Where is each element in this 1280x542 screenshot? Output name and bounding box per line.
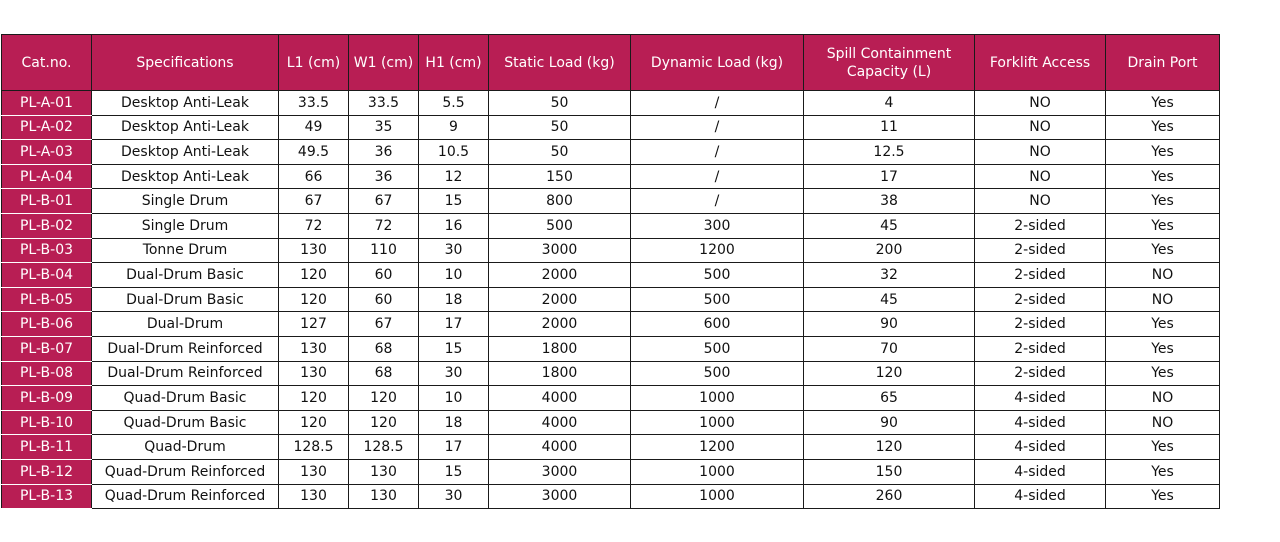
cell-spill-capacity: 150 [804,459,975,484]
cell-l1: 130 [279,361,349,386]
cell-forklift-access: 2-sided [975,213,1106,238]
cell-w1: 68 [349,361,419,386]
cell-drain-port: NO [1106,410,1220,435]
cell-forklift-access: NO [975,140,1106,165]
cell-dynamic-load: 1000 [631,386,804,411]
cell-w1: 72 [349,213,419,238]
cell-h1: 30 [419,484,489,509]
cell-spill-capacity: 200 [804,238,975,263]
table-body [2,91,1220,509]
header-cat-no: Cat.no. [2,35,92,91]
cell-drain-port: Yes [1106,115,1220,140]
cell-drain-port: Yes [1106,140,1220,165]
cell-w1: 68 [349,336,419,361]
cell-forklift-access: NO [975,115,1106,140]
cell-cat-no: PL-B-01 [2,189,92,214]
cell-spill-capacity: 65 [804,386,975,411]
table-row [2,140,1220,165]
cell-cat-no: PL-B-02 [2,213,92,238]
cell-forklift-access: 2-sided [975,312,1106,337]
cell-h1: 17 [419,312,489,337]
cell-cat-no: PL-B-03 [2,238,92,263]
cell-drain-port: Yes [1106,312,1220,337]
table-row [2,164,1220,189]
cell-h1: 10.5 [419,140,489,165]
cell-l1: 33.5 [279,91,349,116]
cell-forklift-access: 2-sided [975,287,1106,312]
cell-forklift-access: 2-sided [975,336,1106,361]
cell-w1: 35 [349,115,419,140]
cell-dynamic-load: 1000 [631,410,804,435]
cell-w1: 36 [349,164,419,189]
cell-static-load: 500 [489,213,631,238]
header-drain-port: Drain Port [1106,35,1220,91]
cell-static-load: 3000 [489,484,631,509]
cell-cat-no: PL-B-10 [2,410,92,435]
cell-forklift-access: NO [975,91,1106,116]
header-spill-capacity: Spill Containment Capacity (L) [804,35,975,91]
cell-specification: Quad-Drum [92,435,279,460]
table-row [2,361,1220,386]
cell-l1: 130 [279,238,349,263]
cell-spill-capacity: 11 [804,115,975,140]
cell-spill-capacity: 120 [804,435,975,460]
cell-l1: 49.5 [279,140,349,165]
cell-cat-no: PL-B-04 [2,263,92,288]
cell-dynamic-load: / [631,164,804,189]
cell-spill-capacity: 38 [804,189,975,214]
cell-cat-no: PL-A-03 [2,140,92,165]
header-dynamic-load: Dynamic Load (kg) [631,35,804,91]
cell-l1: 49 [279,115,349,140]
cell-static-load: 1800 [489,361,631,386]
cell-spill-capacity: 17 [804,164,975,189]
cell-drain-port: Yes [1106,484,1220,509]
cell-specification: Quad-Drum Reinforced [92,459,279,484]
cell-drain-port: NO [1106,263,1220,288]
table-row [2,435,1220,460]
cell-dynamic-load: 500 [631,336,804,361]
cell-forklift-access: NO [975,189,1106,214]
table-row [2,189,1220,214]
cell-l1: 120 [279,287,349,312]
header-static-load: Static Load (kg) [489,35,631,91]
table-row [2,213,1220,238]
cell-w1: 60 [349,287,419,312]
cell-spill-capacity: 4 [804,91,975,116]
cell-spill-capacity: 70 [804,336,975,361]
cell-h1: 30 [419,361,489,386]
cell-forklift-access: NO [975,164,1106,189]
cell-h1: 15 [419,459,489,484]
cell-forklift-access: 4-sided [975,435,1106,460]
cell-w1: 130 [349,484,419,509]
cell-drain-port: Yes [1106,189,1220,214]
cell-dynamic-load: 300 [631,213,804,238]
cell-specification: Dual-Drum Reinforced [92,336,279,361]
table-row [2,336,1220,361]
header-l1: L1 (cm) [279,35,349,91]
table-row [2,410,1220,435]
cell-w1: 120 [349,410,419,435]
cell-dynamic-load: 1200 [631,435,804,460]
cell-cat-no: PL-B-05 [2,287,92,312]
table-row [2,312,1220,337]
table-row [2,263,1220,288]
header-row [2,35,1220,91]
cell-w1: 67 [349,312,419,337]
cell-dynamic-load: / [631,115,804,140]
cell-l1: 72 [279,213,349,238]
cell-h1: 15 [419,189,489,214]
cell-dynamic-load: 600 [631,312,804,337]
cell-dynamic-load: / [631,140,804,165]
cell-l1: 66 [279,164,349,189]
cell-forklift-access: 4-sided [975,410,1106,435]
cell-specification: Desktop Anti-Leak [92,91,279,116]
table-row [2,238,1220,263]
cell-spill-capacity: 90 [804,410,975,435]
cell-w1: 110 [349,238,419,263]
cell-l1: 128.5 [279,435,349,460]
cell-l1: 67 [279,189,349,214]
header-specifications: Specifications [92,35,279,91]
header-h1: H1 (cm) [419,35,489,91]
spec-table [1,34,1220,509]
cell-specification: Desktop Anti-Leak [92,164,279,189]
cell-static-load: 2000 [489,263,631,288]
cell-static-load: 1800 [489,336,631,361]
cell-drain-port: Yes [1106,459,1220,484]
cell-l1: 120 [279,263,349,288]
cell-h1: 5.5 [419,91,489,116]
cell-l1: 130 [279,484,349,509]
cell-static-load: 4000 [489,410,631,435]
cell-forklift-access: 2-sided [975,263,1106,288]
cell-w1: 128.5 [349,435,419,460]
cell-static-load: 50 [489,140,631,165]
cell-specification: Desktop Anti-Leak [92,140,279,165]
cell-spill-capacity: 12.5 [804,140,975,165]
cell-w1: 33.5 [349,91,419,116]
cell-specification: Quad-Drum Basic [92,410,279,435]
cell-cat-no: PL-B-07 [2,336,92,361]
cell-drain-port: Yes [1106,238,1220,263]
cell-specification: Single Drum [92,189,279,214]
cell-cat-no: PL-A-04 [2,164,92,189]
header-forklift-access: Forklift Access [975,35,1106,91]
cell-w1: 130 [349,459,419,484]
cell-specification: Desktop Anti-Leak [92,115,279,140]
cell-drain-port: NO [1106,386,1220,411]
cell-dynamic-load: 1000 [631,459,804,484]
cell-forklift-access: 2-sided [975,361,1106,386]
cell-static-load: 4000 [489,386,631,411]
cell-l1: 127 [279,312,349,337]
cell-static-load: 150 [489,164,631,189]
cell-h1: 12 [419,164,489,189]
cell-cat-no: PL-A-02 [2,115,92,140]
table-row [2,287,1220,312]
cell-specification: Dual-Drum Basic [92,263,279,288]
table-row [2,484,1220,509]
cell-drain-port: Yes [1106,336,1220,361]
cell-h1: 17 [419,435,489,460]
cell-static-load: 50 [489,115,631,140]
cell-drain-port: Yes [1106,361,1220,386]
cell-spill-capacity: 120 [804,361,975,386]
cell-cat-no: PL-A-01 [2,91,92,116]
cell-l1: 120 [279,410,349,435]
cell-h1: 10 [419,386,489,411]
cell-h1: 10 [419,263,489,288]
cell-cat-no: PL-B-12 [2,459,92,484]
table-row [2,459,1220,484]
cell-specification: Dual-Drum Reinforced [92,361,279,386]
cell-h1: 18 [419,410,489,435]
cell-specification: Single Drum [92,213,279,238]
cell-drain-port: Yes [1106,91,1220,116]
table-row [2,386,1220,411]
cell-forklift-access: 4-sided [975,484,1106,509]
cell-dynamic-load: 500 [631,287,804,312]
cell-w1: 60 [349,263,419,288]
cell-h1: 30 [419,238,489,263]
cell-static-load: 4000 [489,435,631,460]
cell-spill-capacity: 90 [804,312,975,337]
cell-specification: Quad-Drum Reinforced [92,484,279,509]
cell-l1: 130 [279,336,349,361]
cell-h1: 9 [419,115,489,140]
cell-specification: Tonne Drum [92,238,279,263]
cell-cat-no: PL-B-09 [2,386,92,411]
cell-drain-port: Yes [1106,213,1220,238]
cell-h1: 18 [419,287,489,312]
cell-spill-capacity: 260 [804,484,975,509]
cell-cat-no: PL-B-08 [2,361,92,386]
cell-specification: Quad-Drum Basic [92,386,279,411]
cell-spill-capacity: 32 [804,263,975,288]
cell-drain-port: Yes [1106,435,1220,460]
cell-dynamic-load: 500 [631,361,804,386]
cell-forklift-access: 4-sided [975,459,1106,484]
cell-drain-port: Yes [1106,164,1220,189]
cell-static-load: 2000 [489,287,631,312]
cell-dynamic-load: 1200 [631,238,804,263]
cell-static-load: 800 [489,189,631,214]
cell-dynamic-load: 1000 [631,484,804,509]
cell-h1: 15 [419,336,489,361]
header-w1: W1 (cm) [349,35,419,91]
table-row [2,91,1220,116]
cell-dynamic-load: / [631,189,804,214]
cell-static-load: 50 [489,91,631,116]
spec-table-container [1,34,1220,509]
cell-static-load: 2000 [489,312,631,337]
cell-cat-no: PL-B-11 [2,435,92,460]
cell-specification: Dual-Drum [92,312,279,337]
cell-drain-port: NO [1106,287,1220,312]
cell-w1: 67 [349,189,419,214]
cell-forklift-access: 2-sided [975,238,1106,263]
table-row [2,115,1220,140]
cell-dynamic-load: 500 [631,263,804,288]
cell-cat-no: PL-B-13 [2,484,92,509]
cell-h1: 16 [419,213,489,238]
cell-dynamic-load: / [631,91,804,116]
cell-w1: 36 [349,140,419,165]
cell-specification: Dual-Drum Basic [92,287,279,312]
cell-static-load: 3000 [489,459,631,484]
cell-cat-no: PL-B-06 [2,312,92,337]
cell-forklift-access: 4-sided [975,386,1106,411]
cell-static-load: 3000 [489,238,631,263]
cell-spill-capacity: 45 [804,287,975,312]
cell-l1: 120 [279,386,349,411]
cell-spill-capacity: 45 [804,213,975,238]
cell-l1: 130 [279,459,349,484]
cell-w1: 120 [349,386,419,411]
